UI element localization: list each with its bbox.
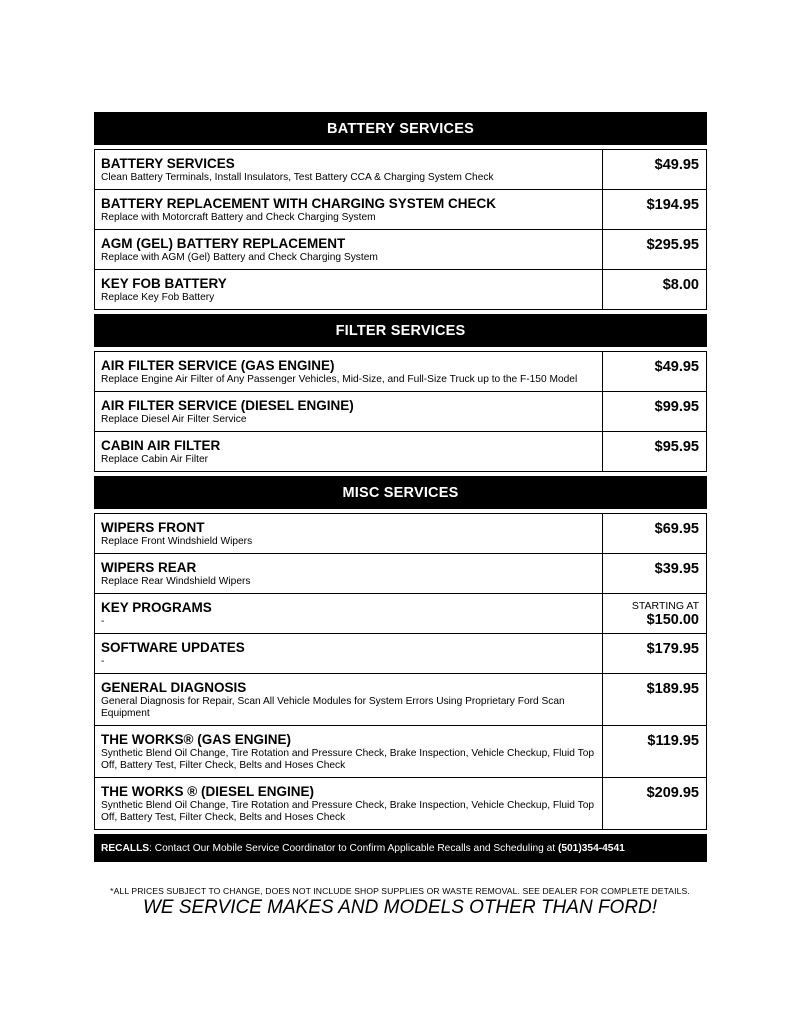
service-row (95, 673, 706, 725)
service-description: Replace Rear Windshield Wipers (101, 576, 251, 587)
service-description: Replace Key Fob Battery (101, 292, 215, 303)
service-price: $194.95 (646, 197, 699, 213)
service-price: $189.95 (646, 681, 699, 697)
service-info (95, 634, 603, 673)
service-name: KEY PROGRAMS (101, 600, 212, 615)
service-row (95, 725, 706, 777)
service-price: $8.00 (662, 277, 699, 293)
service-price: $295.95 (646, 237, 699, 253)
service-price: $49.95 (654, 157, 699, 173)
service-info (95, 270, 603, 309)
service-name: BATTERY REPLACEMENT WITH CHARGING SYSTEM CHECK (101, 196, 497, 211)
service-name: AIR FILTER SERVICE (DIESEL ENGINE) (101, 398, 354, 413)
service-name: WIPERS FRONT (101, 520, 205, 535)
service-description: Replace Front Windshield Wipers (101, 536, 253, 547)
service-info (95, 554, 603, 593)
service-info (95, 674, 603, 725)
service-description: Replace Cabin Air Filter (101, 454, 209, 465)
service-price: $39.95 (654, 561, 699, 577)
service-info (95, 594, 603, 633)
price-sheet (94, 112, 707, 862)
section-header: MISC SERVICES (94, 476, 707, 509)
service-description: General Diagnosis for Repair, Scan All Vehicle Modules for System Errors Using Proprietary Ford Scan Equipment (101, 696, 565, 719)
service-name: KEY FOB BATTERY (101, 276, 227, 291)
service-price-cell (603, 594, 706, 633)
service-price: $209.95 (646, 785, 699, 801)
service-price: $49.95 (654, 359, 699, 375)
service-row (95, 229, 706, 269)
service-name: WIPERS REAR (101, 560, 197, 575)
recalls-text: : Contact Our Mobile Service Coordinator to Confirm Applicable Recalls and Scheduling at (149, 842, 558, 854)
service-price: $150.00 (646, 612, 699, 628)
service-row (95, 269, 706, 309)
service-info (95, 392, 603, 431)
service-row (95, 189, 706, 229)
service-name: CABIN AIR FILTER (101, 438, 221, 453)
service-description: Synthetic Blend Oil Change, Tire Rotation and Pressure Check, Brake Inspection, Vehicle Checkup, Fluid Top Off, Battery Test, Filter Check, Belts and Hoses Check (101, 748, 595, 771)
price-prefix: STARTING AT (631, 600, 699, 612)
service-row (95, 633, 706, 673)
service-name: GENERAL DIAGNOSIS (101, 680, 247, 695)
service-row (95, 150, 706, 189)
tagline: WE SERVICE MAKES AND MODELS OTHER THAN FORD! (142, 897, 658, 918)
service-description: Clean Battery Terminals, Install Insulators, Test Battery CCA & Charging System Check (101, 172, 494, 183)
disclaimer: *ALL PRICES SUBJECT TO CHANGE, DOES NOT INCLUDE SHOP SUPPLIES OR WASTE REMOVAL. SEE DEALER FOR COMPLETE DETAILS. (110, 886, 690, 896)
service-row (95, 593, 706, 633)
service-price: $95.95 (654, 439, 699, 455)
service-description: Replace with Motorcraft Battery and Check Charging System (101, 212, 376, 223)
service-info (95, 352, 603, 391)
misc-section (94, 476, 707, 830)
service-info (95, 432, 603, 471)
service-row (95, 514, 706, 553)
service-price: $69.95 (654, 521, 699, 537)
service-description: Replace with AGM (Gel) Battery and Check Charging System (101, 252, 378, 263)
service-name: AGM (GEL) BATTERY REPLACEMENT (101, 236, 346, 251)
service-info (95, 726, 603, 777)
service-description: Synthetic Blend Oil Change, Tire Rotation and Pressure Check, Brake Inspection, Vehicle Checkup, Fluid Top Off, Battery Test, Filter Check, Belts and Hoses Check (101, 800, 595, 823)
recalls-phone: (501)354-4541 (557, 842, 625, 854)
recalls-banner (94, 834, 707, 862)
section-header: FILTER SERVICES (94, 314, 707, 347)
service-table (94, 351, 707, 472)
recalls-label: RECALLS (101, 842, 150, 854)
service-table (94, 149, 707, 310)
service-price: $99.95 (654, 399, 699, 415)
service-description: Replace Diesel Air Filter Service (101, 414, 247, 425)
service-description: - (101, 616, 105, 627)
service-name: AIR FILTER SERVICE (GAS ENGINE) (101, 358, 335, 373)
service-table (94, 513, 707, 830)
service-info (95, 514, 603, 553)
filter-section (94, 314, 707, 472)
service-name: THE WORKS ® (DIESEL ENGINE) (101, 784, 314, 799)
service-description: - (101, 656, 105, 667)
service-row (95, 431, 706, 471)
service-info (95, 190, 603, 229)
service-price: $119.95 (647, 733, 699, 749)
service-name: THE WORKS® (GAS ENGINE) (101, 732, 291, 747)
service-name: SOFTWARE UPDATES (101, 640, 245, 655)
section-header: BATTERY SERVICES (94, 112, 707, 145)
service-info (95, 150, 603, 189)
service-row (95, 777, 706, 829)
service-row (95, 553, 706, 593)
service-price: $179.95 (646, 641, 699, 657)
service-row (95, 352, 706, 391)
service-name: BATTERY SERVICES (101, 156, 235, 171)
service-info (95, 778, 603, 829)
service-description: Replace Engine Air Filter of Any Passenger Vehicles, Mid-Size, and Full-Size Truck up to the F-150 Model (101, 374, 578, 385)
battery-section (94, 112, 707, 310)
service-row (95, 391, 706, 431)
service-info (95, 230, 603, 269)
